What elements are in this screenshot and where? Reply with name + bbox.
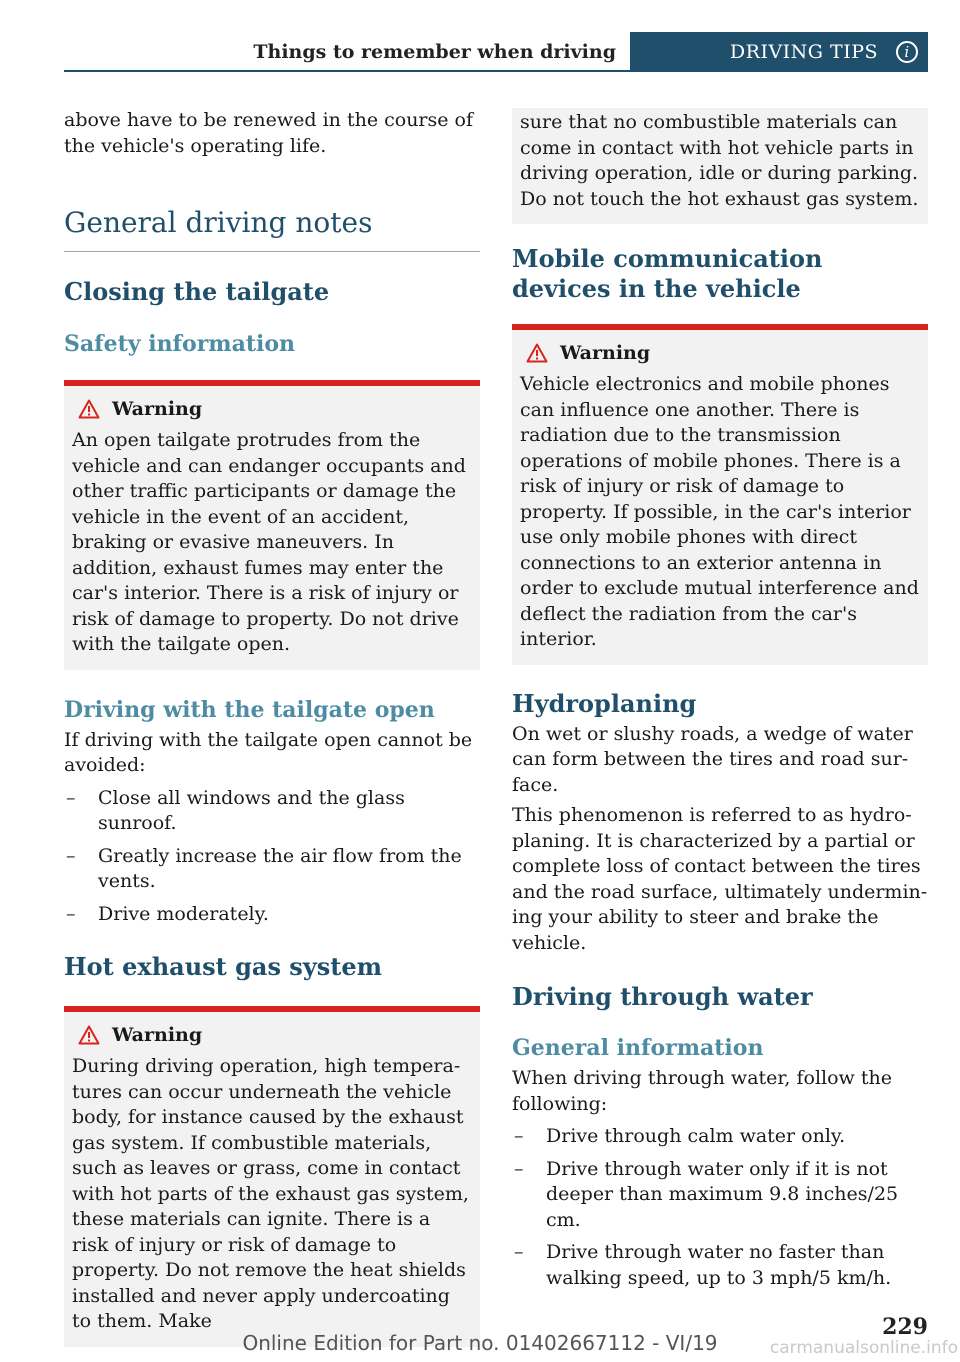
warning-triangle-icon bbox=[78, 399, 100, 419]
closing-tailgate-heading: Closing the tailgate bbox=[64, 277, 330, 306]
left-column bbox=[64, 108, 480, 1347]
exhaust-warning-box bbox=[64, 1006, 480, 1347]
list-item: – Drive through calm water only. bbox=[512, 1124, 928, 1150]
chapter-tab bbox=[630, 32, 928, 71]
warning-text: During driving operation, high temperatures can occur underneath the vehicle body, for instance caused by the exhaust gas system. If combustible materials, such as leaves or grass, come in contact with hot parts of the exhaust gas system, these materials can ignite. There is a risk of injury or risk of damage to property. Do not remove the heat shields installed and never apply undercoating to them. Make bbox=[72, 1055, 469, 1332]
water-list bbox=[512, 1124, 928, 1291]
hydroplaning-heading: Hydroplaning bbox=[512, 688, 697, 718]
dash-marker: – bbox=[66, 786, 76, 809]
info-icon: i bbox=[896, 41, 918, 63]
mobile-warning-box bbox=[512, 324, 928, 665]
tailgate-open-intro: If driving with the tailgate open cannot be avoided: bbox=[64, 728, 473, 776]
warning-title: Warning bbox=[112, 1024, 203, 1046]
dash-marker: – bbox=[514, 1241, 524, 1263]
dash-marker: – bbox=[66, 844, 76, 867]
edition-footer: Online Edition for Part no. 01402667112 - VI/19 bbox=[242, 1331, 718, 1355]
header-rule bbox=[64, 70, 928, 72]
list-item: – Drive through water only if it is not deeper than maximum 9.8 inches/25 cm. bbox=[514, 1157, 899, 1231]
warning-text: Vehicle electronics and mobile phones can influence one another. There is radiation due to the transmission operations of mobile phones. There is a risk of injury or risk of damage to property. If possible, in the car's interior use only mobile phones with direct connections to an exterior antenna in order to exclude mutual interference and deflect the radiation from the car's interior. bbox=[520, 373, 919, 650]
tailgate-warning-box bbox=[64, 380, 480, 670]
general-information-heading: General information bbox=[512, 1035, 764, 1061]
hydroplaning-paragraph: This phenomenon is referred to as hydroplaning. It is characterized by a partial or complete loss of contact between the tires and the road surface, ultimately undermining your ability to steer and brake the vehicle. bbox=[512, 804, 928, 954]
list-item: – Drive through water no faster than walking speed, up to 3 mph/5 km/h. bbox=[514, 1241, 892, 1289]
safety-information-heading: Safety information bbox=[64, 331, 296, 357]
hydroplaning-paragraph: On wet or slushy roads, a wedge of water can form between the tires and road surface. bbox=[512, 722, 913, 796]
hot-exhaust-heading: Hot exhaust gas system bbox=[64, 952, 383, 981]
exhaust-warning-continued bbox=[512, 108, 928, 224]
tailgate-open-list bbox=[64, 786, 480, 928]
warning-title: Warning bbox=[112, 398, 203, 420]
list-item: – Drive moderately. bbox=[64, 902, 480, 928]
chapter-tab-label: DRIVING TIPS bbox=[729, 40, 878, 63]
dash-marker: – bbox=[514, 1157, 524, 1180]
warning-triangle-icon bbox=[526, 343, 548, 363]
general-driving-notes-heading: General driving notes bbox=[64, 206, 480, 252]
intro-text: above have to be renewed in the course of the vehicle's operating life. bbox=[64, 109, 474, 157]
driving-through-water-heading: Driving through water bbox=[512, 982, 813, 1011]
tailgate-open-heading: Driving with the tailgate open bbox=[64, 696, 435, 723]
warning-text: sure that no combustible materials can come in contact with hot vehicle parts in driving operation, idle or during parking. Do not touch the hot exhaust gas system. bbox=[520, 111, 919, 210]
right-column bbox=[512, 108, 928, 1291]
dash-marker: – bbox=[514, 1125, 524, 1147]
page-number: 229 bbox=[882, 1314, 928, 1340]
list-item: – Close all windows and the glass sunroof. bbox=[66, 786, 405, 834]
warning-title: Warning bbox=[560, 342, 651, 364]
dash-marker: – bbox=[66, 902, 76, 925]
warning-triangle-icon bbox=[78, 1025, 100, 1045]
list-item: – Greatly increase the air flow from the vents. bbox=[66, 844, 462, 892]
water-intro: When driving through water, follow the following: bbox=[512, 1067, 892, 1115]
watermark: carmanualsonline.info bbox=[769, 1338, 958, 1358]
warning-text: An open tailgate protrudes from the vehicle and can endanger occupants and other traffic participants or damage the vehicle in the event of an accident, braking or evasive maneuvers. In addition, exhaust fumes may enter the car's interior. There is a risk of injury or risk of damage to property. Do not drive with the tailgate open. bbox=[72, 429, 466, 655]
mobile-devices-heading: Mobile communication devices in the vehicle bbox=[512, 244, 823, 303]
section-title: Things to remember when driving bbox=[253, 41, 616, 63]
